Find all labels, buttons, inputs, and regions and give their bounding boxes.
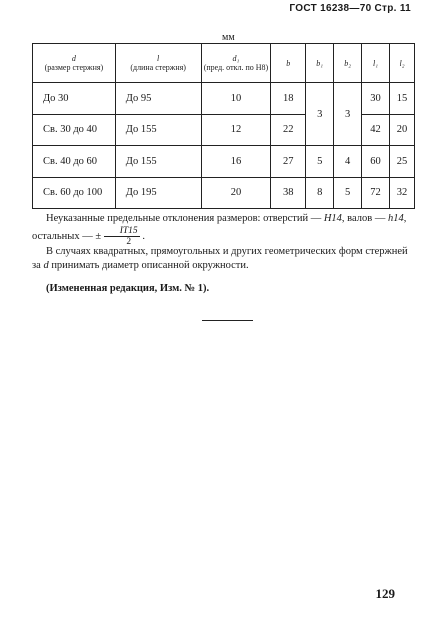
divider-line bbox=[202, 320, 253, 321]
cell-b1: 8 bbox=[306, 177, 334, 209]
cell-d1: 16 bbox=[201, 146, 271, 178]
cell-d: Св. 30 до 40 bbox=[33, 114, 116, 146]
fraction-numerator: IT15 bbox=[104, 226, 140, 237]
page-label: Стр. 11 bbox=[374, 3, 411, 14]
cell-d1: 12 bbox=[201, 114, 271, 146]
cell-b: 38 bbox=[271, 177, 306, 209]
table-row bbox=[33, 83, 415, 115]
cell-l1: 30 bbox=[362, 83, 390, 115]
cell-b: 27 bbox=[271, 146, 306, 178]
shape-paragraph: В случаях квадратных, прямоугольных и других геометрических форм стержней за d принимать диаметр описанной окружности. bbox=[32, 246, 408, 271]
cell-l2: 25 bbox=[389, 146, 414, 178]
table-row bbox=[33, 146, 415, 178]
cell-d: Св. 40 до 60 bbox=[33, 146, 116, 178]
d-symbol: d bbox=[43, 260, 49, 271]
fraction-denominator: 2 bbox=[126, 237, 132, 247]
tolerance-paragraph: Неуказанные предельные отклонения размеров: отверстий — H14, валов — h14, остальных — ± $\frac{IT15}{2}$ . bbox=[32, 213, 407, 247]
cell-b2: 4 bbox=[334, 146, 362, 178]
cell-l2: 32 bbox=[389, 177, 414, 209]
amendment-note: (Измененная редакция, Изм. № 1). bbox=[46, 283, 210, 294]
cell-b2-merged: 3 bbox=[334, 83, 362, 146]
hole-tolerance-symbol: H14 bbox=[323, 213, 342, 224]
cell-b: 22 bbox=[271, 114, 306, 146]
col-header-l2: l₂ bbox=[389, 44, 414, 83]
table-row bbox=[33, 177, 415, 209]
plus-minus-sign: ± bbox=[95, 230, 102, 242]
dimensions-table bbox=[32, 43, 415, 209]
cell-b1-merged: 3 bbox=[306, 83, 334, 146]
cell-l: До 95 bbox=[115, 83, 201, 115]
standard-number: ГОСТ 16238—70 bbox=[289, 3, 372, 14]
col-header-l1: l₁ bbox=[362, 44, 390, 83]
col-header-b: b bbox=[271, 44, 306, 83]
page-header bbox=[289, 3, 411, 14]
cell-l1: 72 bbox=[362, 177, 390, 209]
cell-l1: 60 bbox=[362, 146, 390, 178]
col-header-d: d (размер стержня) bbox=[33, 44, 116, 83]
cell-d: До 30 bbox=[33, 83, 116, 115]
col-header-b2: b₂ bbox=[334, 44, 362, 83]
cell-l: До 155 bbox=[115, 146, 201, 178]
cell-l2: 15 bbox=[389, 83, 414, 115]
cell-d: Св. 60 до 100 bbox=[33, 177, 116, 209]
unit-label: мм bbox=[222, 32, 235, 43]
cell-l: До 195 bbox=[115, 177, 201, 209]
col-header-d1: d₁ (пред. откл. по H8) bbox=[201, 44, 271, 83]
cell-l: До 155 bbox=[115, 114, 201, 146]
cell-b2: 5 bbox=[334, 177, 362, 209]
cell-b1: 5 bbox=[306, 146, 334, 178]
tolerance-fraction bbox=[104, 226, 140, 247]
cell-d1: 20 bbox=[201, 177, 271, 209]
cell-b: 18 bbox=[271, 83, 306, 115]
shaft-tolerance-symbol: h14 bbox=[387, 213, 404, 224]
col-header-l: l (длина стержня) bbox=[115, 44, 201, 83]
cell-l2: 20 bbox=[389, 114, 414, 146]
page-number: 129 bbox=[375, 586, 395, 601]
cell-l1: 42 bbox=[362, 114, 390, 146]
cell-d1: 10 bbox=[201, 83, 271, 115]
table-header-row bbox=[33, 44, 415, 83]
col-header-b1: b₁ bbox=[306, 44, 334, 83]
